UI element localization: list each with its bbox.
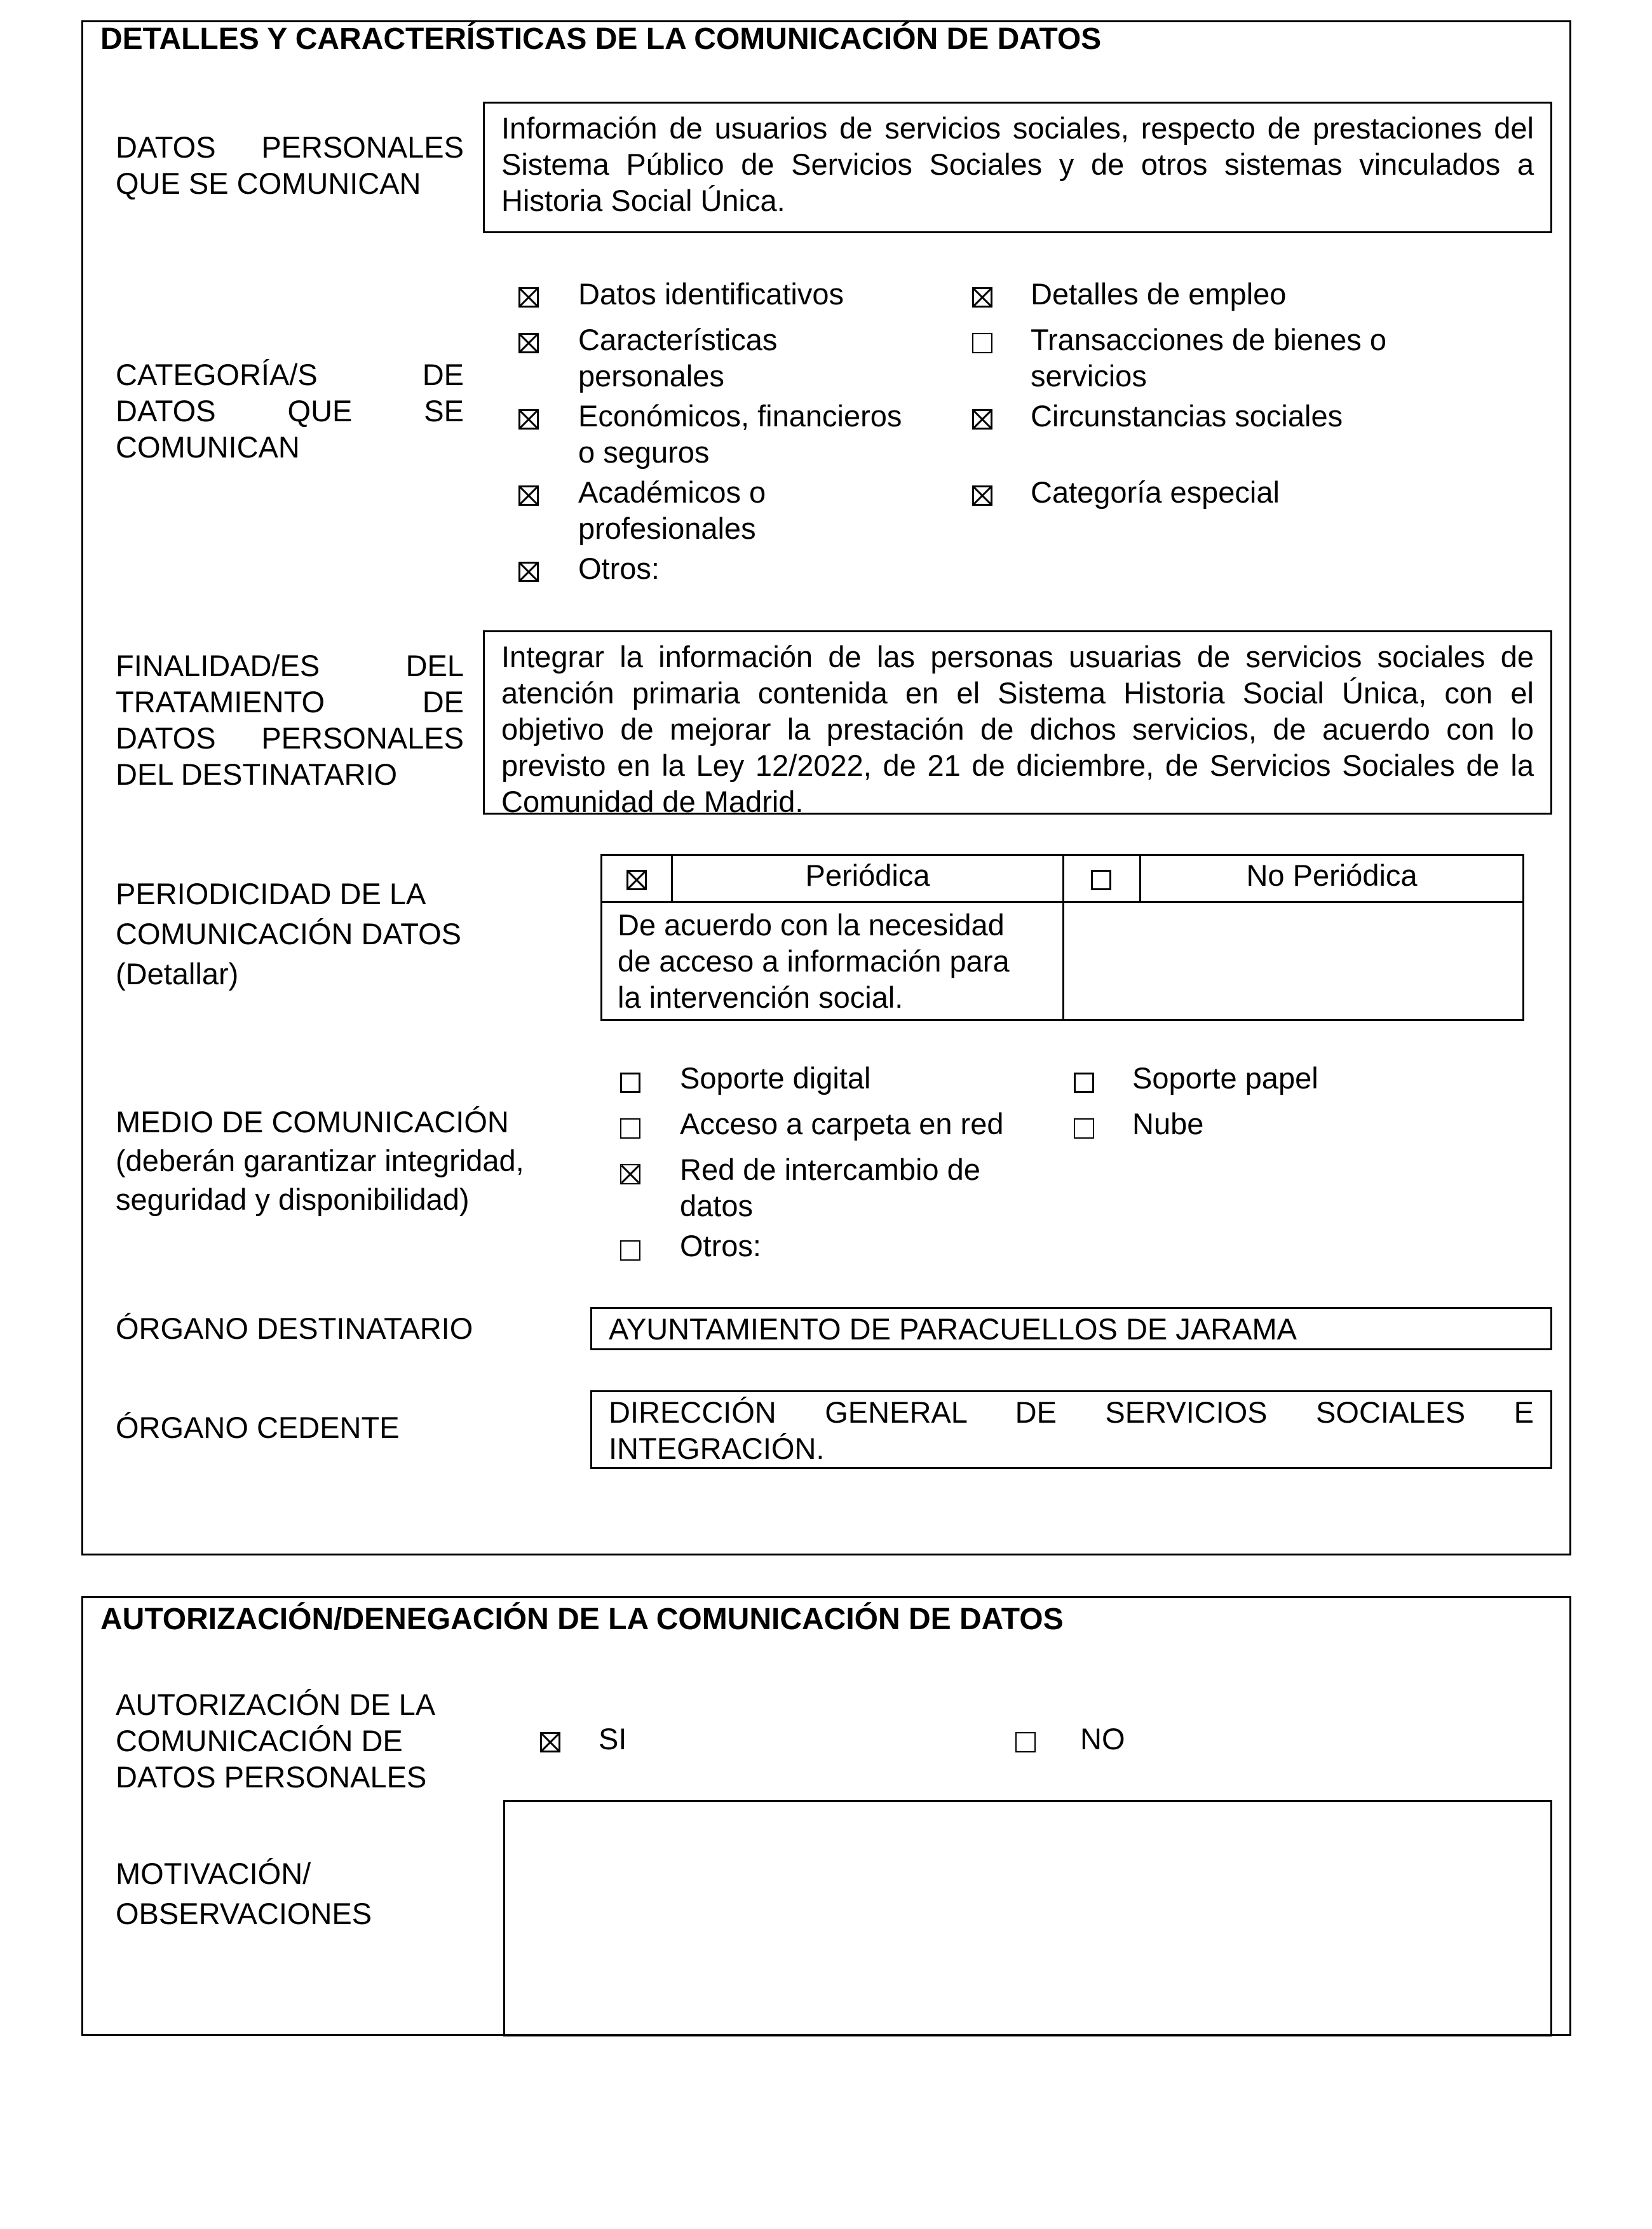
medium-others-checkbox[interactable] bbox=[620, 1240, 640, 1261]
purpose-field: Integrar la información de las personas usuarias de servicios sociales de atención primaria contenida en el Sistema Historia Social Única, con el objetivo de mejorar la prestación de dichos servicios, de acuerdo con lo previsto en la Ley 12/2022, de 21 de diciembre, de Servicios Sociales de la Comunidad de Madrid. bbox=[483, 630, 1552, 815]
category-special-checkbox[interactable] bbox=[972, 485, 992, 506]
category-transactions-label: Transacciones de bienes o servicios bbox=[1031, 323, 1386, 393]
motivation-field[interactable] bbox=[503, 1800, 1552, 2036]
medium-cloud-checkbox[interactable] bbox=[1074, 1118, 1094, 1139]
category-academic-label: Académicos o profesionales bbox=[578, 475, 766, 545]
non-periodic-header: No Periódica bbox=[1141, 855, 1524, 902]
details-title: DETALLES Y CARACTERÍSTICAS DE LA COMUNICACIÓN DE DATOS bbox=[100, 22, 1102, 56]
authorization-yes-checkbox[interactable] bbox=[540, 1732, 560, 1752]
periodic-detail: De acuerdo con la necesidad de acceso a información para la intervención social. bbox=[602, 902, 1064, 1020]
category-identification-label: Datos identificativos bbox=[578, 277, 844, 311]
category-employment-checkbox[interactable] bbox=[972, 287, 992, 308]
category-economic-checkbox[interactable] bbox=[518, 409, 539, 430]
periodic-checkbox-cell bbox=[602, 855, 672, 902]
medium-digital-checkbox[interactable] bbox=[620, 1073, 640, 1093]
non-periodic-checkbox-cell bbox=[1064, 855, 1141, 902]
medium-network-folder-checkbox[interactable] bbox=[620, 1118, 640, 1139]
assignor-label: ÓRGANO CEDENTE bbox=[116, 1411, 400, 1444]
non-periodic-detail bbox=[1064, 902, 1524, 1020]
personal-data-field: Información de usuarios de servicios sociales, respecto de prestaciones del Sistema Público de Servicios Sociales y de otros sistemas vinculados a Historia Social Única. bbox=[483, 102, 1552, 233]
recipient-field: AYUNTAMIENTO DE PARACUELLOS DE JARAMA bbox=[590, 1307, 1552, 1350]
medium-digital-label: Soporte digital bbox=[680, 1061, 871, 1095]
non-periodic-checkbox[interactable] bbox=[1091, 870, 1111, 890]
authorization-title: AUTORIZACIÓN/DENEGACIÓN DE LA COMUNICACIÓN DE DATOS bbox=[100, 1602, 1064, 1636]
category-others-checkbox[interactable] bbox=[518, 562, 539, 582]
periodic-header: Periódica bbox=[672, 855, 1064, 902]
medium-exchange-network-checkbox[interactable] bbox=[620, 1164, 640, 1184]
category-personal-label: Características personales bbox=[578, 323, 778, 393]
assignor-field: DIRECCIÓN GENERAL DE SERVICIOS SOCIALES E INTEGRACIÓN. bbox=[590, 1390, 1552, 1469]
medium-others-label: Otros: bbox=[680, 1229, 761, 1263]
category-others-label: Otros: bbox=[578, 552, 660, 585]
medium-paper-checkbox[interactable] bbox=[1074, 1073, 1094, 1093]
authorization-no-checkbox[interactable] bbox=[1015, 1732, 1036, 1752]
category-special-label: Categoría especial bbox=[1031, 475, 1280, 509]
medium-exchange-network-label: Red de intercambio de datos bbox=[680, 1153, 980, 1223]
personal-data-label: DATOS PERSONALES QUE SE COMUNICAN bbox=[116, 130, 464, 200]
periodicity-table bbox=[600, 854, 1524, 1021]
recipient-label: ÓRGANO DESTINATARIO bbox=[116, 1311, 473, 1345]
purpose-label: FINALIDAD/ES DEL TRATAMIENTO DE DATOS PERSONALES DEL DESTINATARIO bbox=[116, 649, 464, 791]
category-identification-checkbox[interactable] bbox=[518, 287, 539, 308]
category-social-label: Circunstancias sociales bbox=[1031, 399, 1343, 433]
category-personal-checkbox[interactable] bbox=[518, 333, 539, 353]
medium-paper-label: Soporte papel bbox=[1132, 1061, 1318, 1095]
periodicity-label: PERIODICIDAD DE LA COMUNICACIÓN DATOS (Detallar) bbox=[116, 877, 462, 991]
category-economic-label: Económicos, financieros o seguros bbox=[578, 399, 902, 469]
category-academic-checkbox[interactable] bbox=[518, 485, 539, 506]
categories-label: CATEGORÍA/S DE DATOS QUE SE COMUNICAN bbox=[116, 358, 464, 464]
medium-label: MEDIO DE COMUNICACIÓN (deberán garantizar integridad, seguridad y disponibilidad) bbox=[116, 1105, 524, 1216]
authorization-no-label: NO bbox=[1080, 1722, 1125, 1756]
category-social-checkbox[interactable] bbox=[972, 409, 992, 430]
motivation-label: MOTIVACIÓN/ OBSERVACIONES bbox=[116, 1857, 372, 1930]
authorization-yes-label: SI bbox=[599, 1722, 627, 1756]
category-transactions-checkbox[interactable] bbox=[972, 333, 992, 353]
category-employment-label: Detalles de empleo bbox=[1031, 277, 1287, 311]
periodic-checkbox[interactable] bbox=[626, 870, 647, 890]
medium-cloud-label: Nube bbox=[1132, 1107, 1204, 1141]
medium-network-folder-label: Acceso a carpeta en red bbox=[680, 1107, 1004, 1141]
authorization-label: AUTORIZACIÓN DE LA COMUNICACIÓN DE DATOS PERSONALES bbox=[116, 1688, 436, 1794]
